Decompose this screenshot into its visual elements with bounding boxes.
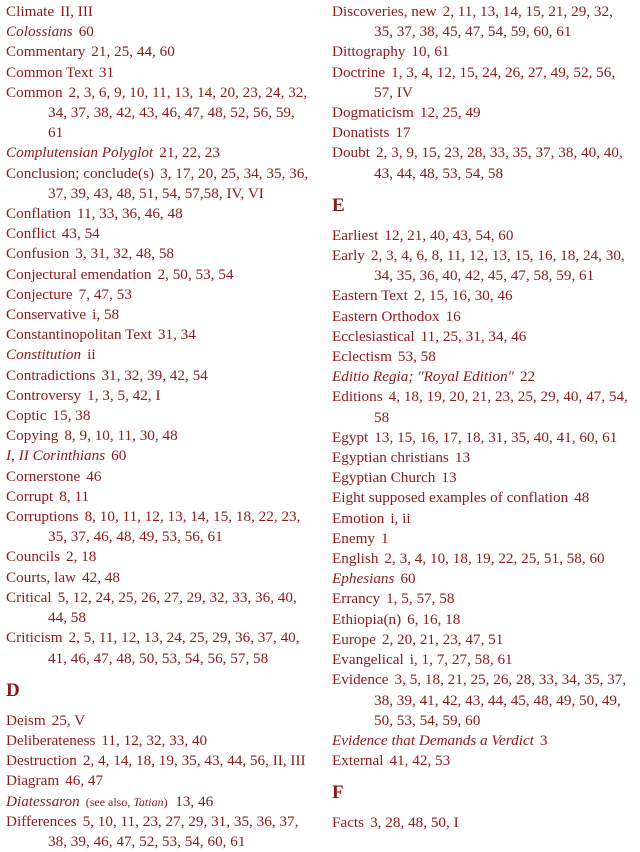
index-page-numbers: 11, 12, 32, 33, 40 [101,731,208,749]
index-page-numbers: 8, 10, 11, 12, 13, 14, 15, 18, 22, 23, 35, 37, 46, 48, 49, 53, 56, 61 [48,508,301,546]
index-entry [6,751,312,771]
section-letter: E [332,194,345,216]
index-term [6,813,77,830]
index-entry [6,2,312,22]
index-page-numbers: 2, 15, 16, 30, 46 [413,287,513,305]
index-page-numbers: 60 [400,570,416,588]
index-term [332,388,383,405]
index-entry [332,226,634,246]
index-term-text: Diagram [6,772,60,790]
index-page-numbers: ii [87,346,96,364]
index-entry [332,529,634,549]
index-page-numbers: 31 [98,63,115,81]
index-entry [332,610,634,630]
index-term [332,550,378,567]
index-page-numbers: 3, 28, 48, 50, I [370,814,459,832]
index-term-text: Conservative [6,306,87,324]
index-term [332,43,405,60]
index-term-text: Conjectural emendation [6,265,152,283]
index-page-numbers: 13, 15, 16, 17, 18, 31, 35, 40, 41, 60, 61 [374,428,618,446]
index-entry [332,589,634,609]
index-page-numbers: 13 [441,469,457,487]
index-page-numbers: 7, 47, 53 [78,285,132,303]
index-term-text: Cornerstone [6,467,81,485]
index-term-text: Criticism [6,629,63,647]
index-term-text: Egyptian Church [332,469,436,487]
index-entry [332,468,634,488]
index-entry [6,285,312,305]
index-page-numbers: 43, 54 [61,225,100,243]
index-page-numbers: 8, 9, 10, 11, 30, 48 [64,427,178,445]
index-page-numbers: 31, 32, 39, 42, 54 [101,366,208,384]
index-term-text: I, II Corinthians [6,447,106,465]
index-entry [332,630,634,650]
index-entry [332,387,634,427]
index-page-numbers: 1, 5, 57, 58 [386,590,455,608]
index-page-numbers: 3, 31, 32, 48, 58 [75,245,175,263]
index-term [6,326,152,343]
index-page-numbers: 42, 48 [82,568,120,586]
index-term [332,348,392,365]
index-term [6,346,81,363]
index-term-text: Corruptions [6,508,79,526]
index-term-text: Evangelical [332,651,404,669]
index-term-text: Conclusion; conclude(s) [6,164,155,182]
index-page-numbers: 25, V [51,711,86,729]
index-entry [332,123,634,143]
index-page-numbers: 46 [86,467,102,485]
index-term-suffix-close: " [507,368,514,386]
index-term-text: Councils [6,548,61,566]
index-page-numbers: 15, 38 [52,407,91,425]
index-entry [332,751,634,771]
index-entry [332,103,634,123]
index-page-numbers: 11, 33, 36, 46, 48 [76,205,183,223]
index-term-text: Europe [332,630,376,648]
index-term [6,407,47,424]
index-term-text: English [332,550,379,568]
index-entry [6,812,312,852]
index-entry [6,711,312,731]
index-term-text: Discoveries, new [332,3,437,20]
index-term [6,266,152,283]
index-page-numbers: 2, 4, 14, 18, 19, 35, 43, 44, 56, II, III [82,752,306,770]
index-term [332,530,375,547]
index-page-numbers: i, ii [390,509,411,527]
index-entry [332,813,634,833]
index-entry [332,347,634,367]
index-term-text: Constitution [6,346,82,364]
index-term [332,247,365,264]
index-term-text: Confusion [6,245,70,263]
index-term-text: Ephesians [332,570,395,588]
index-term-text: Contradictions [6,366,96,384]
index-page-numbers: 31, 34 [157,326,196,344]
index-page-numbers: 8, 11 [59,487,90,505]
index-entry [6,63,312,83]
index-term-text: Egyptian christians [332,449,449,467]
index-entry [332,731,634,751]
index-term [6,629,63,646]
index-page-numbers: 17 [395,124,411,142]
index-term [6,387,81,404]
index-term [6,43,85,60]
index-page-numbers: 2, 11, 13, 14, 15, 21, 29, 32, 35, 37, 38, 45, 47, 54, 59, 60, 61 [374,3,613,41]
index-entry [6,143,312,163]
index-term [6,488,53,505]
index-term-text: Donatists [332,124,390,142]
index-term-text: Constantinopolitan Text [6,326,152,344]
index-page-numbers: 2, 3, 4, 10, 18, 19, 22, 25, 51, 58, 60 [384,550,605,568]
index-entry [6,224,312,244]
index-page-numbers: 2, 5, 11, 12, 13, 24, 25, 29, 36, 37, 40, 41, 46, 47, 48, 50, 53, 54, 56, 57, 58 [48,629,300,667]
index-entry [6,547,312,567]
index-page-numbers: 16 [445,307,461,325]
index-term-suffix: ; " [408,368,424,386]
index-term-text: Enemy [332,529,376,547]
index-page-numbers: 6, 16, 18 [407,610,461,628]
index-term-text: Ethiopia(n) [332,610,402,628]
index-term [332,124,389,141]
index-column-left [6,2,312,852]
index-term [332,287,408,304]
index-term-text: Colossians [6,23,73,41]
index-page-numbers: 1, 3, 5, 42, I [87,386,161,404]
index-term [332,631,376,648]
index-page-numbers: 2, 3, 4, 6, 8, 11, 12, 13, 15, 16, 18, 24, 30, 34, 35, 36, 40, 42, 45, 47, 58, 59, 61 [370,247,625,285]
section-letter: F [332,782,344,804]
index-entry [332,143,634,183]
index-entry [332,428,634,448]
index-term [6,84,63,101]
index-term-text: Editio Regia [332,368,409,386]
index-page-numbers: 21, 22, 23 [159,144,220,162]
index-entry [332,448,634,468]
index-term-text: Editions [332,388,383,406]
index-entry [332,670,634,731]
index-column-right [332,2,634,834]
index-page-numbers: 3, 5, 18, 21, 25, 26, 28, 33, 34, 35, 37, 38, 39, 41, 42, 43, 44, 45, 48, 49, 50, 49, 50, 53, 54, 59, 60 [374,671,627,729]
index-term-text: Corrupt [6,487,54,505]
index-term-text: Emotion [332,509,385,527]
index-term-text: Conflation [6,205,71,223]
index-term [6,548,60,565]
index-page-numbers: 1, 3, 4, 12, 15, 24, 26, 27, 49, 52, 56, 57, IV [374,63,616,101]
index-page-numbers: 1 [381,529,389,547]
index-entry [332,569,634,589]
section-letter: D [6,679,20,701]
index-term-text: Doubt [332,144,370,162]
index-term [6,712,46,729]
index-entry [332,327,634,347]
index-entry [332,307,634,327]
index-term [332,651,404,668]
index-term [332,570,394,587]
index-page-numbers: 2, 3, 9, 15, 23, 28, 33, 35, 37, 38, 40, 40, 43, 44, 48, 53, 54, 58 [374,144,623,182]
index-page-numbers: 60 [78,23,94,41]
index-term [6,793,80,810]
index-term-text: Ecclesiastical [332,327,415,345]
index-term-text: Egypt [332,428,369,446]
index-page-numbers: 21, 25, 44, 60 [91,43,175,61]
index-note [86,795,168,809]
index-page-numbers: 11, 25, 31, 34, 46 [420,327,527,345]
index-note-close: ) [163,794,168,809]
index-entry [6,771,312,791]
index-page-numbers: 13, 46 [175,792,214,810]
index-entry [6,487,312,507]
index-term [332,328,415,345]
index-page-numbers: 2, 3, 6, 9, 10, 11, 13, 14, 20, 23, 24, 32, 34, 37, 38, 42, 43, 46, 47, 48, 52, 56, 59, 61 [48,83,308,142]
index-page-numbers: 13 [454,449,471,467]
index-note-italic: Tatian [133,794,164,809]
index-term [6,468,80,485]
index-entry [6,588,312,628]
index-term [6,732,95,749]
index-page-numbers: 46, 47 [65,772,104,790]
index-entry [6,792,312,812]
index-entry [332,42,634,62]
index-page-numbers: 2, 50, 53, 54 [157,265,234,283]
index-page-numbers: 2, 20, 21, 23, 47, 51 [381,630,504,648]
index-note-open: (see also, [85,794,134,809]
index-entry [332,63,634,103]
index-entry [332,650,634,670]
index-term [6,286,73,303]
index-entry [6,366,312,386]
index-entry [332,488,634,508]
index-page-numbers: 12, 25, 49 [419,104,481,122]
index-page-numbers: i, 1, 7, 27, 58, 61 [409,651,513,669]
index-term [332,449,449,466]
index-term-text: Courts, law [6,568,77,586]
index-term-suffix-italic: Royal Edition [423,368,508,386]
index-entry [6,204,312,224]
index-term-text: Differences [6,812,77,830]
index-term-text: Errancy [332,590,381,608]
index-term [332,104,414,121]
index-term [332,227,378,244]
index-term-text: Controversy [6,386,82,404]
index-page-numbers: 41, 42, 53 [389,752,451,770]
index-entry [6,467,312,487]
index-entry [6,446,312,466]
index-term [6,427,58,444]
index-term [6,3,54,20]
index-term [332,429,368,446]
index-entry [6,305,312,325]
index-entry [332,286,634,306]
index-term [332,590,380,607]
index-term-text: Earliest [332,226,379,244]
index-term [6,367,95,384]
index-term [6,569,76,586]
index-term [332,752,383,769]
index-entry [6,83,312,144]
index-page-numbers: i, 58 [92,306,120,324]
index-entry [6,244,312,264]
index-term [6,589,52,606]
index-entry [332,509,634,529]
index-term-text: Destruction [6,752,77,770]
index-term-text: Doctrine [332,63,386,81]
index-term-text: Eclectism [332,348,392,366]
index-term-text: Climate [6,3,55,20]
index-term [6,64,93,81]
index-term [332,64,385,81]
index-page-numbers: II, III [60,3,93,20]
index-term-text: Diatessaron [6,792,80,810]
index-term-text: Dittography [332,43,406,61]
index-term-text: Evidence that Demands a Verdict [332,731,534,749]
index-term [6,245,69,262]
index-page-numbers: 22 [519,368,536,386]
index-entry [332,2,634,42]
index-term-text: Common [6,83,63,101]
index-entry [6,507,312,547]
index-term [6,508,79,525]
index-term-text: Deliberateness [6,731,96,749]
index-term [332,144,370,161]
index-term [6,772,59,789]
index-term-text: Conjecture [6,285,73,303]
index-term [332,732,534,749]
index-term-text: Conflict [6,225,56,243]
index-term [332,814,364,831]
index-term-text: Evidence [332,671,389,689]
index-page-numbers: 53, 58 [397,348,436,366]
index-page-numbers: 2, 18 [66,548,97,566]
index-term [6,144,153,161]
index-term [6,225,56,242]
index-term [6,165,154,182]
index-page-numbers: 60 [111,447,127,465]
index-term [332,671,389,688]
index-term-text: Eight supposed examples of conflation [332,489,569,507]
index-term-text: External [332,752,384,770]
index-entry [6,426,312,446]
index-page-numbers: 12, 21, 40, 43, 54, 60 [384,226,514,244]
index-entry [332,246,634,286]
index-entry [332,549,634,569]
index-term [332,489,568,506]
index-entry [6,345,312,365]
index-term-text: Deism [6,711,46,729]
index-term-text: Common Text [6,63,93,81]
index-page-numbers: 5, 12, 24, 25, 26, 27, 29, 32, 33, 36, 40, 44, 58 [48,588,297,627]
index-entry [6,325,312,345]
index-term [332,469,435,486]
index-entry [6,265,312,285]
index-entry [6,386,312,406]
index-term [6,23,73,40]
index-term-text: Commentary [6,43,86,61]
index-page-numbers: 5, 10, 11, 23, 27, 29, 31, 35, 36, 37, 38, 39, 46, 47, 52, 53, 54, 60, 61 [48,812,299,850]
index-term [332,510,384,527]
index-term [6,205,71,222]
index-term [6,447,105,464]
index-entry [6,406,312,426]
index-page-numbers: 10, 61 [411,43,450,61]
index-page-numbers: 4, 18, 19, 20, 21, 23, 25, 29, 40, 47, 54, 58 [374,388,628,426]
index-page-numbers: 3, 17, 20, 25, 34, 35, 36, 37, 39, 43, 48, 51, 54, 57,58, IV, VI [48,164,309,202]
index-entry [6,568,312,588]
index-page-numbers: 48 [574,489,590,507]
index-term-text: Complutensian Polyglot [6,144,154,162]
index-entry [332,367,634,387]
index-term-text: Critical [6,588,52,606]
index-term-text: Eastern Text [332,287,408,305]
index-term-text: Facts [332,814,365,832]
index-term [332,308,440,325]
index-term-text: Eastern Orthodox [332,307,440,325]
index-entry [6,22,312,42]
index-term [332,3,437,20]
index-entry [6,164,312,204]
index-term [6,306,86,323]
index-term-text: Early [332,247,365,265]
index-entry [6,628,312,668]
index-page-numbers: 3 [539,731,548,749]
index-term [6,752,77,769]
index-term-text: Coptic [6,407,47,425]
index-term [332,368,514,385]
index-entry [6,731,312,751]
index-term-text: Dogmaticism [332,104,414,122]
index-term-text: Copying [6,427,59,445]
index-term [332,611,401,628]
index-entry [6,42,312,62]
